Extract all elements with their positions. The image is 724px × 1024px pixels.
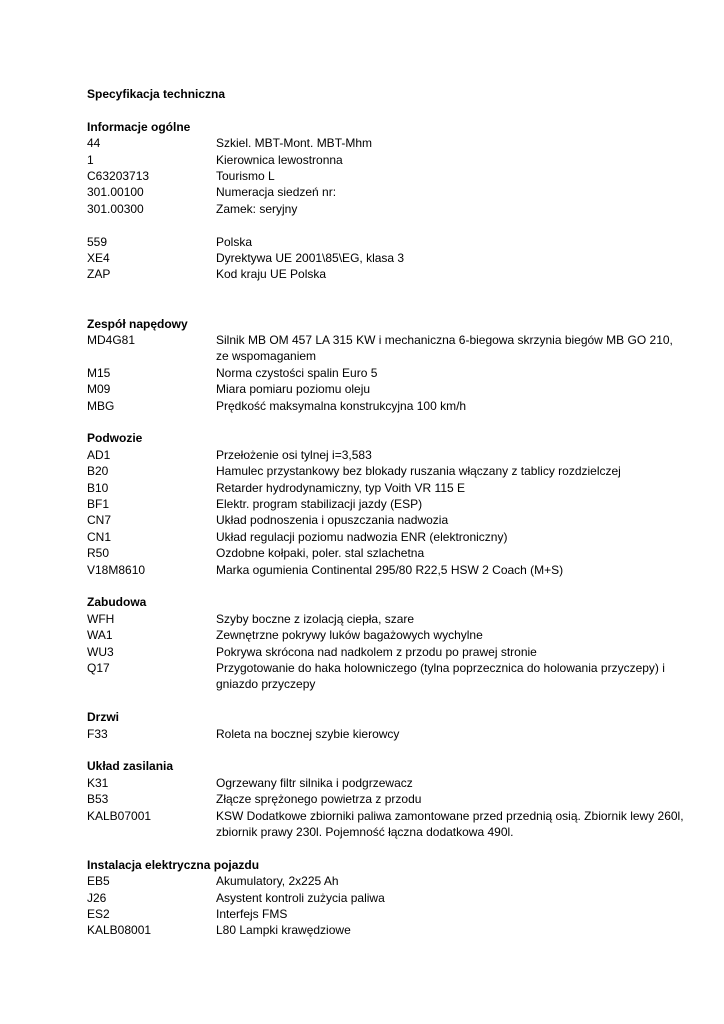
spec-row [87,184,687,200]
spec-row [87,480,687,496]
spec-row [87,873,687,889]
section-heading: Układ zasilania [87,759,174,774]
section [87,119,687,283]
spec-row [87,135,687,151]
spec-row [87,922,687,938]
spec-description: Przygotowanie do haka holowniczego (tylna poprzecznica do holowania przyczepy) i gniazdo przyczepy [216,661,665,692]
spec-row [87,808,687,841]
spec-group [87,234,687,283]
spec-code: XE4 [87,251,110,265]
spec-code: 44 [87,136,101,151]
spec-description: Interfejs FMS [216,907,288,922]
spec-row [87,512,687,528]
section [87,594,687,692]
spec-group [87,726,687,742]
spec-code: BF1 [87,497,110,512]
spec-row [87,398,687,414]
spec-description: Retarder hydrodynamiczny, typ Voith VR 115 E [216,480,466,495]
spec-row [87,365,687,381]
spec-description: Ogrzewany filtr silnika i podgrzewacz [216,775,413,790]
spec-group [87,447,687,578]
spec-description: Układ regulacji poziomu nadwozia ENR (elektroniczny) [216,529,508,544]
spec-description: Ozdobne kołpaki, poler. stal szlachetna [216,546,425,561]
spec-description: Elektr. program stabilizacji jazdy (ESP) [216,497,423,512]
spec-code: KALB08001 [87,923,152,938]
spec-row [87,529,687,545]
spec-code: WU3 [87,644,114,659]
spec-row [87,562,687,578]
spec-code: Q17 [87,661,110,676]
spec-row [87,791,687,807]
spec-row [87,726,687,742]
spec-code: ES2 [87,907,110,922]
spec-description: Polska [216,234,253,249]
spec-description: Miara pomiaru poziomu oleju [216,382,371,397]
spec-description: L80 Lampki krawędziowe [216,923,351,938]
spec-description: Zewnętrzne pokrywy luków bagażowych wychylne [216,628,483,643]
spec-row [87,890,687,906]
spec-row [87,152,687,168]
spec-code: 301.00100 [87,185,144,200]
spec-code: KALB07001 [87,808,152,823]
spec-code: EB5 [87,874,110,889]
sections-container [87,119,687,939]
spec-description: Przełożenie osi tylnej i=3,583 [216,447,372,462]
spec-row [87,168,687,184]
spec-description: Tourismo L [216,168,275,183]
section [87,316,687,414]
spec-row [87,250,687,266]
spec-code: 1 [87,152,94,167]
spec-group [87,775,687,841]
spec-description: Kierownica lewostronna [216,152,343,167]
spec-description: Prędkość maksymalna konstrukcyjna 100 km/h [216,398,467,413]
section-heading: Instalacja elektryczna pojazdu [87,857,260,872]
spec-row [87,381,687,397]
spec-description: Układ podnoszenia i opuszczania nadwozia [216,513,449,528]
spec-row [87,906,687,922]
spec-row [87,496,687,512]
spec-group [87,873,687,939]
spec-row [87,463,687,479]
section-heading: Zespół napędowy [87,316,188,331]
spec-description: Pokrywa skrócona nad nadkolem z przodu po prawej stronie [216,644,537,659]
spec-row [87,234,687,250]
spec-row [87,545,687,561]
spec-description: Asystent kontroli zużycia paliwa [216,890,385,905]
spec-code: F33 [87,726,108,741]
spec-row [87,266,687,282]
section [87,709,687,742]
document-title: Specyfikacja techniczna [87,87,226,101]
spec-row [87,611,687,627]
spec-code: ZAP [87,267,111,282]
spec-description: Dyrektywa UE 2001\85\EG, klasa 3 [216,251,405,265]
spec-code: MD4G81 [87,333,136,347]
section-heading: Podwozie [87,431,143,446]
spec-group [87,135,687,217]
spec-code: J26 [87,890,107,905]
section-heading: Informacje ogólne [87,119,191,134]
spec-group [87,332,687,414]
spec-code: CN7 [87,513,112,528]
spec-code: K31 [87,775,109,790]
spec-code: WA1 [87,628,113,643]
spec-row [87,627,687,643]
spec-code: R50 [87,546,110,561]
spec-code: M15 [87,365,111,380]
spec-description: Marka ogumienia Continental 295/80 R22,5 HSW 2 Coach (M+S) [216,562,564,577]
spec-description: Szyby boczne z izolacją ciepła, szare [216,611,415,626]
spec-row [87,644,687,660]
spec-description: Silnik MB OM 457 LA 315 KW i mechaniczna 6-biegowa skrzynia biegów MB GO 210, ze wspomaganiem [216,333,673,364]
spec-code: V18M8610 [87,562,146,577]
spec-row [87,660,687,693]
spec-row [87,775,687,791]
section-heading: Drzwi [87,710,120,725]
section [87,857,687,939]
spec-code: B53 [87,792,109,807]
spec-code: M09 [87,382,111,397]
document-page [87,86,687,939]
section [87,758,687,840]
spec-description: Roleta na bocznej szybie kierowcy [216,726,400,741]
spec-description: Hamulec przystankowy bez blokady ruszania włączany z tablicy rozdzielczej [216,464,621,479]
spec-description: Norma czystości spalin Euro 5 [216,365,378,380]
spec-description: Złącze sprężonego powietrza z przodu [216,792,422,807]
spec-description: Kod kraju UE Polska [216,267,327,282]
spec-group [87,611,687,693]
spec-description: Akumulatory, 2x225 Ah [216,874,339,889]
spec-description: Szkiel. MBT-Mont. MBT-Mhm [216,136,373,151]
spec-row [87,201,687,217]
spec-row [87,447,687,463]
spec-code: 301.00300 [87,201,144,216]
spec-description: Zamek: seryjny [216,201,298,216]
spec-description: Numeracja siedzeń nr: [216,185,337,200]
section-heading: Zabudowa [87,595,147,610]
spec-code: WFH [87,611,115,626]
spec-description: KSW Dodatkowe zbiorniki paliwa zamontowane przed przednią osią. Zbiornik lewy 260l, zbiornik prawy 230l. Pojemność łączna dodatkowa 490l. [216,808,684,840]
spec-code: C63203713 [87,168,150,183]
spec-code: B10 [87,480,109,495]
spec-code: CN1 [87,529,112,544]
section [87,430,687,578]
spec-code: MBG [87,398,115,413]
spec-row [87,332,687,365]
spec-code: 559 [87,234,108,249]
spec-code: AD1 [87,447,111,462]
spec-code: B20 [87,464,109,479]
